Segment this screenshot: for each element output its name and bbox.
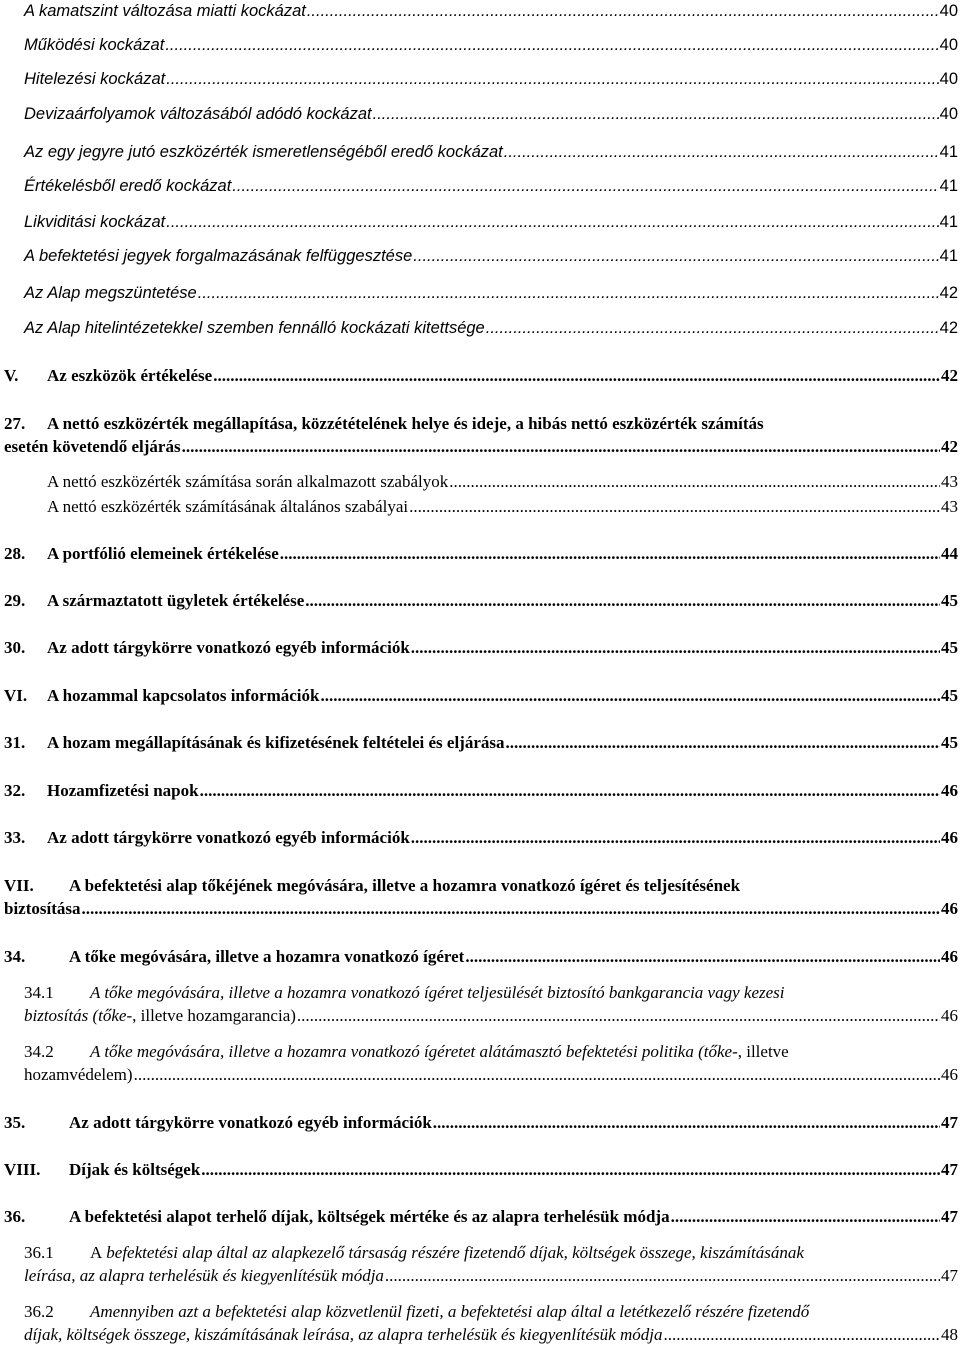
toc-entry[interactable] [24, 141, 958, 164]
toc-entry-title: -, illetve [732, 1042, 789, 1061]
toc-entry[interactable] [4, 731, 958, 754]
toc-entry-number: 32. [4, 781, 26, 800]
toc-entry[interactable] [24, 34, 958, 57]
dot-leader [433, 1111, 940, 1134]
toc-entry[interactable] [24, 981, 958, 1027]
toc-entry-title: Az eszközök értékelése [47, 366, 213, 385]
toc-entry-title: A nettó eszközérték számításának általános szabályai [47, 497, 409, 516]
dot-leader [411, 636, 940, 659]
toc-page-number: 45 [941, 686, 958, 705]
toc-page-number: 40 [939, 105, 958, 123]
dot-leader [166, 211, 938, 234]
toc-entry[interactable] [24, 68, 958, 91]
toc-entry[interactable] [4, 779, 958, 802]
toc-entry-number: 35. [4, 1113, 26, 1132]
dot-leader [385, 1264, 940, 1287]
toc-page-number: 46 [941, 899, 958, 918]
toc-page-number: 40 [939, 36, 958, 54]
dot-leader [307, 0, 939, 23]
toc-page-number: 42 [941, 437, 958, 456]
toc-entry-number: 34. [4, 947, 26, 966]
toc-entry-number: V. [4, 366, 19, 385]
dot-leader [182, 435, 940, 458]
toc-entry-title-continued: esetén követendő eljárás [4, 437, 181, 456]
toc-entry[interactable] [47, 495, 958, 518]
dot-leader [411, 826, 940, 849]
toc-entry[interactable] [4, 874, 958, 920]
toc-entry-title: A tőke megóvására, illetve a hozamra vonatkozó ígéretet alátámasztó befektetési politika (tőke [90, 1042, 733, 1061]
toc-entry-number: 36.2 [24, 1302, 54, 1321]
toc-page-number: 46 [941, 828, 958, 847]
dot-leader [200, 779, 940, 802]
toc-entry-title: A tőke megóvására, illetve a hozamra vonatkozó ígéret teljesülését biztosító bankgarancia vagy kezesi [90, 983, 785, 1002]
toc-entry-title-continued: leírása, az alapra terhelésük és kiegyenlítésük módja [24, 1266, 384, 1285]
toc-page-number: 43 [941, 497, 958, 516]
toc-page-number: 41 [939, 177, 958, 195]
dot-leader [280, 542, 940, 565]
toc-page-number: 46 [941, 1065, 958, 1084]
dot-leader [305, 589, 940, 612]
toc-entry[interactable] [24, 317, 958, 340]
toc-page-number: 42 [941, 366, 958, 385]
toc-entry-title: Az egy jegyre jutó eszközérték ismeretlenségéből eredő kockázat [24, 143, 503, 161]
dot-leader [449, 470, 940, 493]
toc-entry-number: 36. [4, 1207, 26, 1226]
dot-leader [671, 1205, 940, 1228]
toc-entry-title: A befektetési jegyek forgalmazásának felfüggesztése [24, 247, 413, 265]
toc-entry-title: befektetési alap által az alapkezelő társaság részére fizetendő díjak, költségek összege, kiszámításának [106, 1243, 804, 1262]
toc-entry-title: A nettó eszközérték megállapítása, közzétételének helye és ideje, a hibás nettó eszközérték számítás [47, 414, 764, 433]
toc-entry-title: Az Alap megszüntetése [24, 284, 197, 302]
dot-leader [409, 495, 940, 518]
dot-leader [165, 34, 938, 57]
toc-entry[interactable] [4, 826, 958, 849]
toc-entry-number: 27. [4, 414, 26, 433]
toc-entry[interactable] [24, 175, 958, 198]
toc-entry-title: A portfólió elemeinek értékelése [47, 544, 279, 563]
toc-page-number: 41 [939, 213, 958, 231]
toc-entry-title: Működési kockázat [24, 36, 165, 54]
toc-entry[interactable] [4, 945, 958, 968]
dot-leader [232, 175, 938, 198]
dot-leader [486, 317, 939, 340]
toc-page-number: 45 [941, 591, 958, 610]
toc-entry-title: Hozamfizetési napok [47, 781, 199, 800]
toc-entry[interactable] [4, 1205, 958, 1228]
toc-entry-title: A kamatszint változása miatti kockázat [24, 2, 306, 20]
dot-leader [297, 1004, 940, 1027]
dot-leader [134, 1063, 940, 1086]
toc-entry-number: 30. [4, 638, 26, 657]
toc-page-number: 47 [941, 1266, 958, 1285]
toc-entry[interactable] [4, 1111, 958, 1134]
toc-entry-title: A befektetési alap tőkéjének megóvására, illetve a hozamra vonatkozó ígéret és teljesítésének [69, 876, 741, 895]
toc-entry[interactable] [24, 211, 958, 234]
toc-page-number: 44 [941, 544, 958, 563]
toc-entry-title: Az adott tárgykörre vonatkozó egyéb információk [47, 638, 410, 657]
toc-entry[interactable] [24, 103, 958, 126]
toc-page-number: 48 [941, 1325, 958, 1344]
toc-page-number: 46 [941, 781, 958, 800]
toc-page-number: 43 [941, 472, 958, 491]
dot-leader [413, 245, 938, 268]
toc-entry[interactable] [24, 282, 958, 305]
toc-entry-title: Amennyiben azt a befektetési alap közvetlenül fizeti, a befektetési alap által a letétkezelő részére fizetendő [90, 1302, 810, 1321]
toc-entry-title: A befektetési alapot terhelő díjak, költségek mértéke és az alapra terhelésük módja [69, 1207, 670, 1226]
dot-leader [82, 897, 941, 920]
dot-leader [373, 103, 939, 126]
toc-entry-title: Értékelésből eredő kockázat [24, 177, 232, 195]
toc-entry-title: A származtatott ügyletek értékelése [47, 591, 305, 610]
toc-entry-number: VI. [4, 686, 28, 705]
toc-entry-title: A hozam megállapításának és kifizetésének feltételei és eljárása [47, 733, 505, 752]
toc-page-number: 41 [939, 247, 958, 265]
toc-entry[interactable] [24, 1300, 958, 1346]
toc-entry[interactable] [4, 684, 958, 707]
toc-entry[interactable] [4, 636, 958, 659]
toc-entry[interactable] [24, 1241, 958, 1287]
toc-entry-number: 29. [4, 591, 26, 610]
toc-entry[interactable] [24, 1040, 958, 1086]
toc-entry-title-continued: biztosítás (tőke [24, 1006, 127, 1025]
toc-entry-number: 33. [4, 828, 26, 847]
toc-entry-title-continued: hozamvédelem) [24, 1065, 133, 1084]
toc-entry[interactable] [4, 1158, 958, 1181]
toc-entry-title: Hitelezési kockázat [24, 70, 166, 88]
toc-page-number: 40 [939, 2, 958, 20]
toc-entry-title-continued: biztosítása [4, 899, 81, 918]
toc-entry-title: A tőke megóvására, illetve a hozamra vonatkozó ígéret [69, 947, 465, 966]
toc-entry-title: A hozammal kapcsolatos információk [47, 686, 320, 705]
dot-leader [320, 684, 940, 707]
toc-page-number: 42 [939, 284, 958, 302]
toc-entry[interactable] [24, 245, 958, 268]
toc-entry-number: VIII. [4, 1160, 41, 1179]
toc-entry-title: Díjak és költségek [69, 1160, 201, 1179]
toc-entry-number: 34.1 [24, 983, 54, 1002]
toc-entry-title: A nettó eszközérték számítása során alkalmazott szabályok [47, 472, 449, 491]
toc-entry-title-continued: díjak, költségek összege, kiszámításának leírása, az alapra terhelésük és kiegyenlítésük módja [24, 1325, 663, 1344]
toc-entry[interactable] [4, 364, 958, 387]
dot-leader [201, 1158, 940, 1181]
toc-entry[interactable] [4, 589, 958, 612]
dot-leader [213, 364, 940, 387]
toc-entry-title: Az Alap hitelintézetekkel szemben fennálló kockázati kitettsége [24, 319, 485, 337]
toc-entry-title: Devizaárfolyamok változásából adódó kockázat [24, 105, 372, 123]
toc-entry-number: 31. [4, 733, 26, 752]
toc-page-number: 45 [941, 638, 958, 657]
toc-entry-title: Likviditási kockázat [24, 213, 166, 231]
toc-entry-title: Az adott tárgykörre vonatkozó egyéb információk [47, 828, 410, 847]
toc-page-number: 47 [941, 1207, 958, 1226]
dot-leader [506, 731, 941, 754]
toc-page-number: 46 [941, 1006, 958, 1025]
toc-entry[interactable] [24, 0, 958, 23]
toc-entry[interactable] [47, 470, 958, 493]
dot-leader [166, 68, 938, 91]
toc-page-number: 45 [941, 733, 958, 752]
toc-entry-title: Az adott tárgykörre vonatkozó egyéb információk [69, 1113, 432, 1132]
toc-page-number: 47 [941, 1160, 958, 1179]
toc-page-number: 42 [939, 319, 958, 337]
toc-page-number: 47 [941, 1113, 958, 1132]
toc-entry[interactable] [4, 412, 958, 458]
toc-entry-title: A [90, 1243, 103, 1262]
dot-leader [663, 1323, 940, 1346]
toc-entry-number: 28. [4, 544, 26, 563]
dot-leader [504, 141, 939, 164]
toc-entry-title-continued: -, illetve hozamgarancia) [126, 1006, 296, 1025]
toc-page-number: 40 [939, 70, 958, 88]
dot-leader [198, 282, 939, 305]
toc-page-number: 41 [939, 143, 958, 161]
toc-entry-number: 36.1 [24, 1243, 54, 1262]
toc-page-number: 46 [941, 947, 958, 966]
toc-entry-number: VII. [4, 876, 34, 895]
toc-entry-number: 34.2 [24, 1042, 54, 1061]
dot-leader [465, 945, 940, 968]
toc-entry[interactable] [4, 542, 958, 565]
